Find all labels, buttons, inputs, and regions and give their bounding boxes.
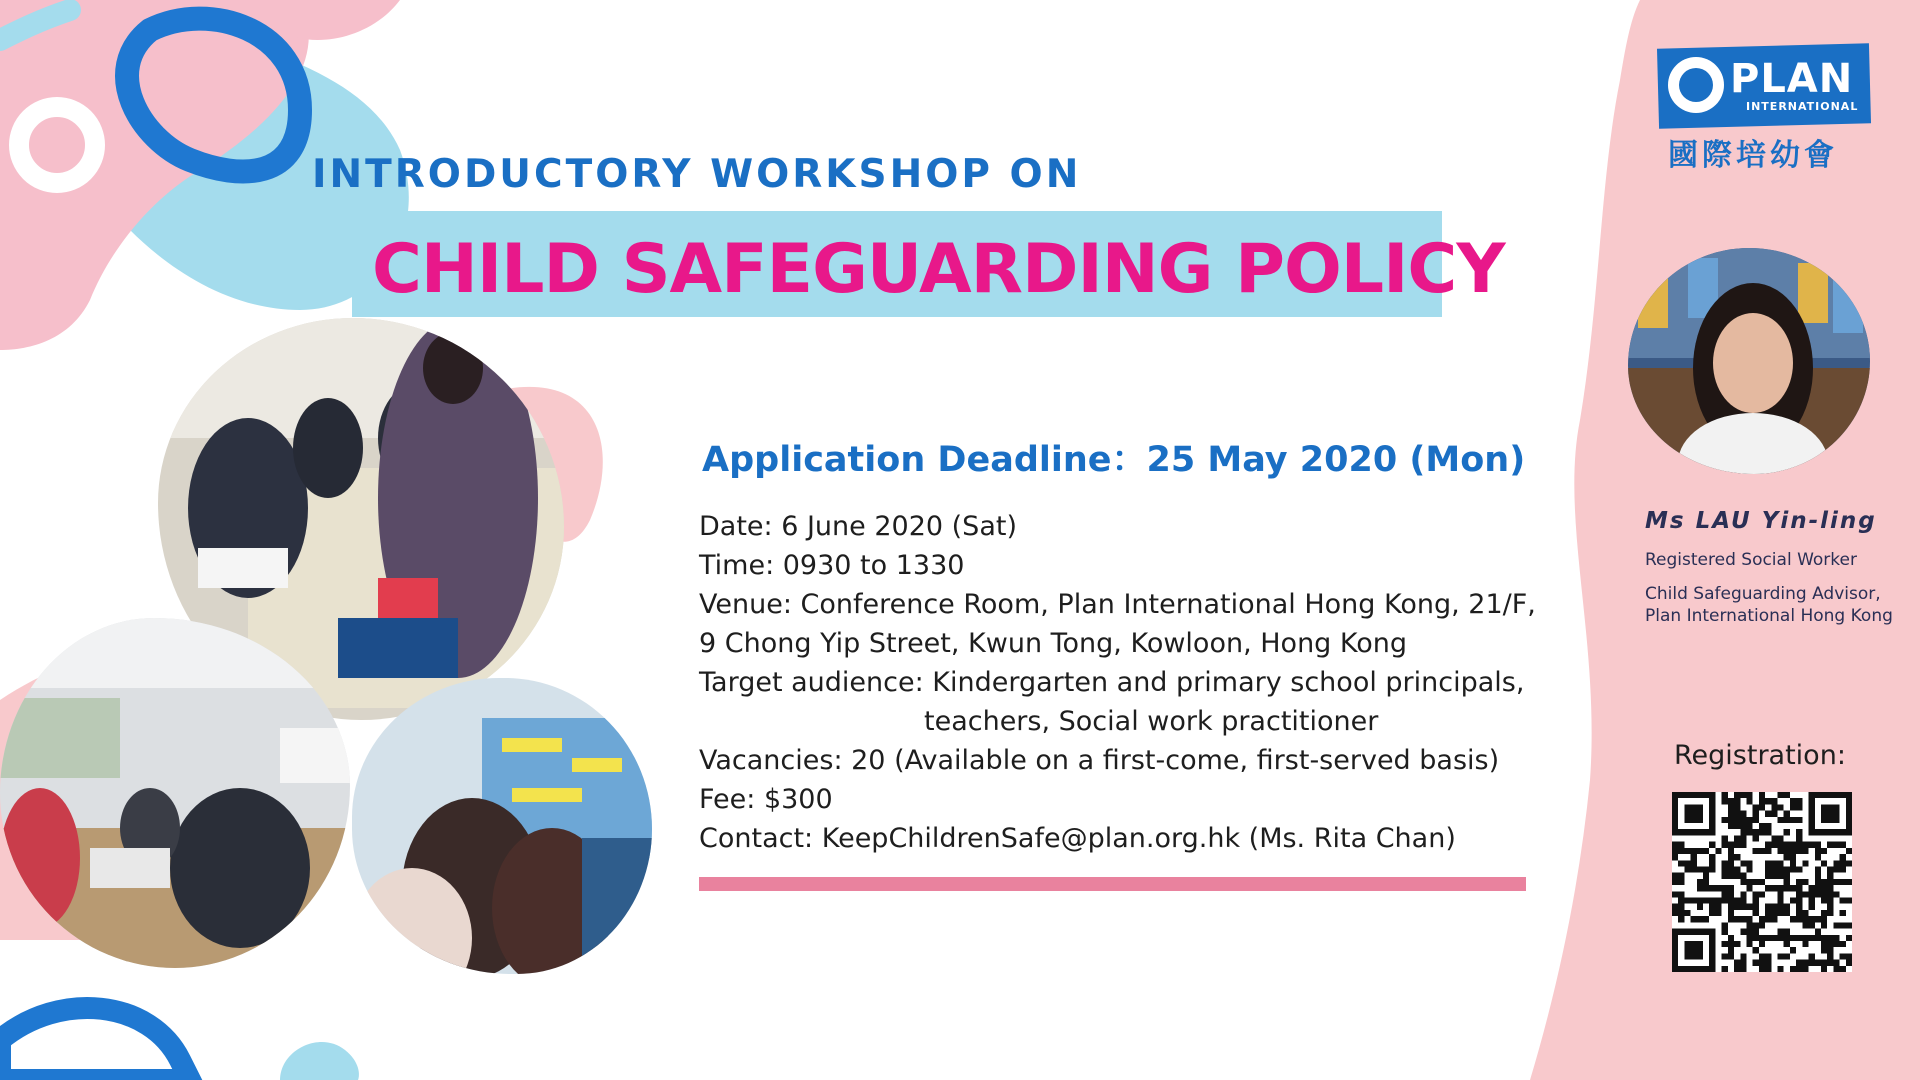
target-audience-line1: Target audience: Kindergarten and primary school principals, (699, 667, 1525, 698)
event-time: Time: 0930 to 1330 (699, 550, 965, 581)
logo-chinese-text: 國際培幼會 (1668, 138, 1838, 173)
event-vacancies: Vacancies: 20 (Available on a first-come, first-served basis) (699, 745, 1500, 776)
page-title: CHILD SAFEGUARDING POLICY (372, 230, 1505, 309)
target-audience-line2: teachers, Social work practitioner (924, 706, 1379, 737)
pre-title: INTRODUCTORY WORKSHOP ON (312, 152, 1082, 197)
registration-label: Registration: (1674, 740, 1846, 771)
speaker-org-line1: Child Safeguarding Advisor, (1645, 584, 1881, 604)
speaker-org-line2: Plan International Hong Kong (1645, 606, 1893, 626)
section-divider (699, 877, 1526, 891)
speaker-organization (1645, 583, 1893, 627)
speaker-avatar (1628, 248, 1870, 474)
workshop-photo-3 (352, 678, 652, 974)
speaker-name: Ms LAU Yin-ling (1645, 508, 1877, 534)
plan-globe-icon-inner (1679, 68, 1713, 102)
logo-international-text: INTERNATIONAL (1746, 100, 1859, 113)
qr-code-icon[interactable] (1672, 792, 1852, 972)
event-fee: Fee: $300 (699, 784, 833, 815)
event-venue-line1: Venue: Conference Room, Plan International Hong Kong, 21/F, (699, 589, 1536, 620)
application-deadline: Application Deadline：25 May 2020 (Mon) (702, 440, 1526, 480)
event-contact[interactable]: Contact: KeepChildrenSafe@plan.org.hk (Ms. Rita Chan) (699, 823, 1456, 854)
event-venue-line2: 9 Chong Yip Street, Kwun Tong, Kowloon, Hong Kong (699, 628, 1408, 659)
logo-plan-text: PLAN (1730, 56, 1854, 102)
speaker-role: Registered Social Worker (1645, 550, 1857, 570)
event-date: Date: 6 June 2020 (Sat) (699, 511, 1017, 542)
